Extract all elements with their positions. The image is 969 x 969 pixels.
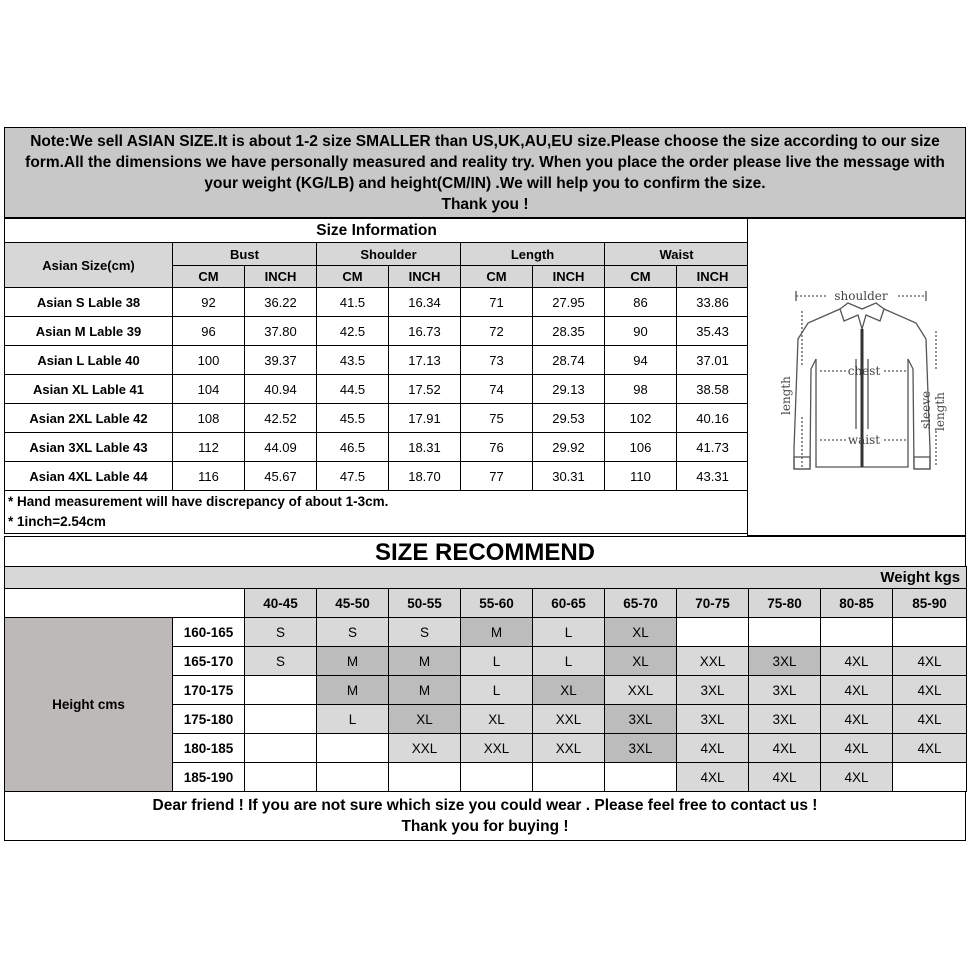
recommend-size-cell	[245, 734, 317, 763]
size-value-cell: 86	[605, 288, 677, 317]
shirt-icon	[748, 219, 965, 535]
size-value-cell: 28.35	[533, 317, 605, 346]
size-value-cell: 37.01	[677, 346, 749, 375]
size-row	[5, 404, 749, 433]
recommend-size-cell: 4XL	[821, 676, 893, 705]
weight-range-header: 65-70	[605, 589, 677, 618]
size-value-cell: 27.95	[533, 288, 605, 317]
unit-header: CM	[173, 266, 245, 288]
recommend-size-cell: S	[245, 618, 317, 647]
recommend-size-cell: 3XL	[605, 734, 677, 763]
recommend-size-cell: XL	[605, 618, 677, 647]
chest-label: chest	[847, 364, 881, 378]
size-value-cell: 102	[605, 404, 677, 433]
size-row	[5, 317, 749, 346]
recommend-size-cell: M	[389, 676, 461, 705]
size-value-cell: 112	[173, 433, 245, 462]
recommend-size-cell: M	[317, 647, 389, 676]
recommend-size-cell	[317, 763, 389, 792]
recommend-size-cell	[245, 676, 317, 705]
recommend-size-cell: 4XL	[677, 763, 749, 792]
size-value-cell: 17.52	[389, 375, 461, 404]
weight-range-header: 85-90	[893, 589, 967, 618]
size-row	[5, 375, 749, 404]
recommend-size-cell: S	[317, 618, 389, 647]
recommend-size-cell	[749, 618, 821, 647]
recommend-size-cell: XL	[533, 676, 605, 705]
size-value-cell: 98	[605, 375, 677, 404]
recommend-size-cell: 4XL	[893, 676, 967, 705]
size-value-cell: 90	[605, 317, 677, 346]
size-value-cell: 47.5	[317, 462, 389, 491]
height-range-label: 165-170	[173, 647, 245, 676]
recommend-size-cell: XXL	[605, 676, 677, 705]
note-line-3: your weight (KG/LB) and height(CM/IN) .We will help you to confirm the size.	[204, 175, 766, 192]
sleeve-label: sleeve	[919, 390, 933, 429]
size-value-cell: 44.09	[245, 433, 317, 462]
size-label: Asian L Lable 40	[5, 346, 173, 375]
size-value-cell: 77	[461, 462, 533, 491]
recommend-size-cell: XXL	[677, 647, 749, 676]
group-header-length: Length	[461, 243, 605, 266]
recommend-size-cell: 4XL	[821, 734, 893, 763]
size-recommend-table	[4, 566, 967, 792]
size-value-cell: 41.5	[317, 288, 389, 317]
weight-range-header: 50-55	[389, 589, 461, 618]
height-range-label: 180-185	[173, 734, 245, 763]
recommend-size-cell: 4XL	[893, 734, 967, 763]
recommend-size-cell	[317, 734, 389, 763]
recommend-size-cell: 3XL	[605, 705, 677, 734]
size-value-cell: 17.91	[389, 404, 461, 433]
recommend-size-cell	[461, 763, 533, 792]
size-row	[5, 346, 749, 375]
recommend-size-cell: M	[461, 618, 533, 647]
size-value-cell: 43.31	[677, 462, 749, 491]
recommend-size-cell: 4XL	[749, 734, 821, 763]
size-value-cell: 35.43	[677, 317, 749, 346]
size-value-cell: 29.53	[533, 404, 605, 433]
size-value-cell: 45.67	[245, 462, 317, 491]
unit-header: INCH	[245, 266, 317, 288]
size-value-cell: 33.86	[677, 288, 749, 317]
recommend-size-cell: XXL	[461, 734, 533, 763]
footnote-discrepancy: * Hand measurement will have discrepancy of about 1-3cm.	[8, 494, 389, 509]
recommend-size-cell	[245, 763, 317, 792]
size-value-cell: 36.22	[245, 288, 317, 317]
recommend-size-cell: XXL	[533, 705, 605, 734]
size-value-cell: 71	[461, 288, 533, 317]
weight-range-header: 75-80	[749, 589, 821, 618]
recommend-size-cell: 3XL	[749, 676, 821, 705]
recommend-size-cell: XXL	[389, 734, 461, 763]
height-label: Height cms	[5, 618, 173, 792]
size-value-cell: 116	[173, 462, 245, 491]
weight-range-header: 45-50	[317, 589, 389, 618]
size-value-cell: 96	[173, 317, 245, 346]
recommend-size-cell: S	[389, 618, 461, 647]
size-info-title: Size Information	[5, 219, 749, 243]
size-value-cell: 17.13	[389, 346, 461, 375]
recommend-size-cell: L	[317, 705, 389, 734]
size-value-cell: 45.5	[317, 404, 389, 433]
size-value-cell: 72	[461, 317, 533, 346]
recommend-size-cell	[389, 763, 461, 792]
recommend-size-cell: XXL	[533, 734, 605, 763]
note-line-1: Note:We sell ASIAN SIZE.It is about 1-2 size SMALLER than US,UK,AU,EU size.Please choose the size according to our size	[30, 133, 940, 150]
recommend-size-cell	[245, 705, 317, 734]
size-value-cell: 74	[461, 375, 533, 404]
weight-range-header: 60-65	[533, 589, 605, 618]
recommend-size-cell: L	[461, 676, 533, 705]
size-value-cell: 40.94	[245, 375, 317, 404]
note-line-2: form.All the dimensions we have personally measured and reality try. When you place the order please live the message with	[25, 154, 945, 171]
size-value-cell: 108	[173, 404, 245, 433]
size-value-cell: 43.5	[317, 346, 389, 375]
size-value-cell: 30.31	[533, 462, 605, 491]
recommend-size-cell: L	[533, 647, 605, 676]
size-label: Asian 4XL Lable 44	[5, 462, 173, 491]
length-label: length	[779, 376, 793, 415]
size-value-cell: 38.58	[677, 375, 749, 404]
size-recommend-title: SIZE RECOMMEND	[4, 536, 966, 566]
size-value-cell: 106	[605, 433, 677, 462]
unit-header: CM	[605, 266, 677, 288]
size-label: Asian 2XL Lable 42	[5, 404, 173, 433]
recommend-size-cell: 4XL	[677, 734, 749, 763]
size-value-cell: 92	[173, 288, 245, 317]
size-value-cell: 16.73	[389, 317, 461, 346]
asian-size-header: Asian Size(cm)	[5, 243, 173, 288]
size-value-cell: 110	[605, 462, 677, 491]
recommend-size-cell: L	[461, 647, 533, 676]
sleeve-length-label: length	[933, 392, 947, 431]
recommend-size-cell: 4XL	[821, 763, 893, 792]
weight-range-header: 80-85	[821, 589, 893, 618]
recommend-size-cell: XL	[605, 647, 677, 676]
height-range-label: 160-165	[173, 618, 245, 647]
recommend-size-cell	[677, 618, 749, 647]
size-row	[5, 433, 749, 462]
height-range-label: 185-190	[173, 763, 245, 792]
footnote-inch: * 1inch=2.54cm	[8, 514, 106, 529]
recommend-size-cell: 3XL	[749, 705, 821, 734]
shoulder-label: shoulder	[834, 289, 888, 303]
size-value-cell: 18.31	[389, 433, 461, 462]
size-value-cell: 29.92	[533, 433, 605, 462]
size-value-cell: 42.5	[317, 317, 389, 346]
size-value-cell: 44.5	[317, 375, 389, 404]
footer-line-1: Dear friend ! If you are not sure which size you could wear . Please feel free to contact us !	[152, 797, 818, 814]
recommend-size-cell: XL	[389, 705, 461, 734]
note-line-4: Thank you !	[441, 196, 529, 213]
recommend-size-cell: 3XL	[749, 647, 821, 676]
size-value-cell: 42.52	[245, 404, 317, 433]
size-row	[5, 462, 749, 491]
recommend-size-cell: 4XL	[893, 705, 967, 734]
recommend-size-cell: 4XL	[821, 647, 893, 676]
recommend-size-cell: 4XL	[749, 763, 821, 792]
recommend-size-cell: M	[317, 676, 389, 705]
shirt-measurement-diagram	[747, 218, 966, 536]
size-value-cell: 100	[173, 346, 245, 375]
recommend-size-cell: S	[245, 647, 317, 676]
size-value-cell: 18.70	[389, 462, 461, 491]
recommend-size-cell: 3XL	[677, 705, 749, 734]
note-banner	[4, 127, 966, 218]
recommend-size-cell: 4XL	[821, 705, 893, 734]
recommend-row	[5, 618, 967, 647]
unit-header: CM	[317, 266, 389, 288]
size-label: Asian XL Lable 41	[5, 375, 173, 404]
size-value-cell: 75	[461, 404, 533, 433]
size-value-cell: 76	[461, 433, 533, 462]
recommend-size-cell: 4XL	[893, 647, 967, 676]
unit-header: INCH	[677, 266, 749, 288]
recommend-size-cell: 3XL	[677, 676, 749, 705]
group-header-waist: Waist	[605, 243, 749, 266]
size-value-cell: 39.37	[245, 346, 317, 375]
size-label: Asian M Lable 39	[5, 317, 173, 346]
weight-range-header: 55-60	[461, 589, 533, 618]
footer-line-2: Thank you for buying !	[401, 818, 569, 835]
waist-label: waist	[847, 433, 881, 447]
size-label: Asian S Lable 38	[5, 288, 173, 317]
weight-range-header: 70-75	[677, 589, 749, 618]
recommend-size-cell: L	[533, 618, 605, 647]
height-range-label: 175-180	[173, 705, 245, 734]
footer-message	[4, 791, 966, 841]
size-value-cell: 94	[605, 346, 677, 375]
height-range-label: 170-175	[173, 676, 245, 705]
group-header-bust: Bust	[173, 243, 317, 266]
recommend-size-cell	[821, 618, 893, 647]
size-value-cell: 41.73	[677, 433, 749, 462]
size-value-cell: 46.5	[317, 433, 389, 462]
size-footnotes	[5, 491, 749, 534]
recommend-size-cell	[533, 763, 605, 792]
size-value-cell: 40.16	[677, 404, 749, 433]
recommend-size-cell	[893, 763, 967, 792]
size-value-cell: 73	[461, 346, 533, 375]
size-row	[5, 288, 749, 317]
size-value-cell: 28.74	[533, 346, 605, 375]
size-value-cell: 37.80	[245, 317, 317, 346]
group-header-shoulder: Shoulder	[317, 243, 461, 266]
weight-header: Weight kgs	[5, 567, 967, 589]
unit-header: INCH	[533, 266, 605, 288]
unit-header: CM	[461, 266, 533, 288]
size-information-table	[4, 218, 749, 534]
size-value-cell: 29.13	[533, 375, 605, 404]
recommend-size-cell: M	[389, 647, 461, 676]
weights-corner	[5, 589, 245, 618]
unit-header: INCH	[389, 266, 461, 288]
weight-range-header: 40-45	[245, 589, 317, 618]
size-label: Asian 3XL Lable 43	[5, 433, 173, 462]
recommend-size-cell	[605, 763, 677, 792]
recommend-size-cell: XL	[461, 705, 533, 734]
size-value-cell: 104	[173, 375, 245, 404]
recommend-size-cell	[893, 618, 967, 647]
size-value-cell: 16.34	[389, 288, 461, 317]
